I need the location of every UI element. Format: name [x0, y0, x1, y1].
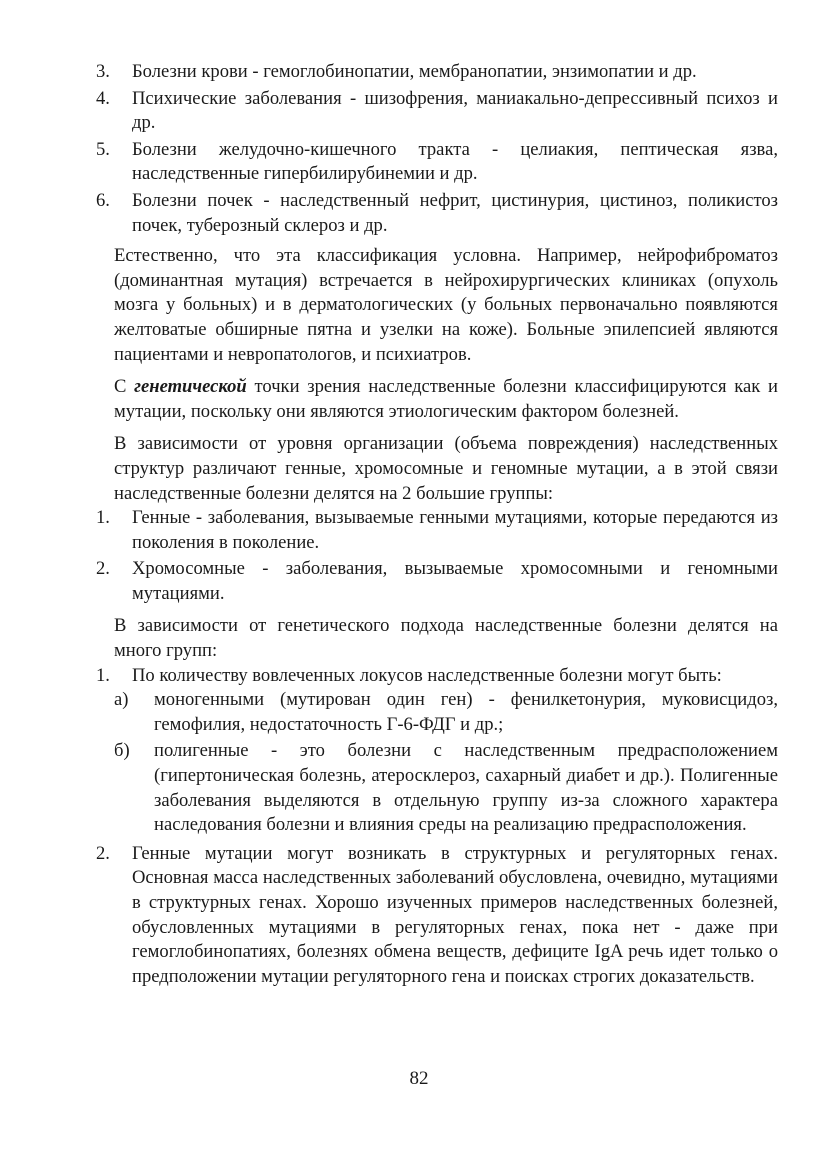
- list-text: Генные - заболевания, вызываемые генными мутациями, которые передаются из поколения в поколение.: [132, 507, 778, 553]
- page-number: 82: [409, 1068, 429, 1089]
- emphasis-genetic: генетической: [134, 376, 247, 398]
- list-number: 2.: [96, 842, 110, 864]
- page-body: [96, 60, 778, 989]
- sub-list-marker: б): [114, 740, 130, 762]
- paragraph-genetic-end: точки зрения наследственные болезни классифицируются как и мутации, поскольку они являются этиологическим фактором болезней.: [114, 376, 778, 422]
- list-item: [96, 557, 778, 606]
- list-item: [96, 664, 778, 838]
- paragraph-mutation-levels: В зависимости от уровня организации (объема повреждения) наследственных структур различают генные, хромосомные и геномные мутации, а в этой связи наследственные болезни делятся на 2 большие группы:: [114, 433, 778, 504]
- list-text: Психические заболевания - шизофрения, маниакально-депрессивный психоз и др.: [132, 87, 778, 134]
- list-item: [96, 87, 778, 136]
- list-text: По количеству вовлеченных локусов наследственные болезни могут быть:: [132, 664, 722, 686]
- list-number: 2.: [96, 558, 110, 580]
- list-number: 4.: [96, 87, 110, 109]
- list-text: Генные мутации могут возникать в структурных и регуляторных генах. Основная масса наследственных заболеваний обусловлена, очевидно, мутациями в структурных генах. Хорошо изученных примеров наследственных болезней, обусловленных мутациями в регуляторных генах, пока нет - даже при гемоглобинопатиях, болезнях обмена веществ, дефиците IgA речь идет только о предположении мутации регуляторного гена и поисках строгих доказательств.: [132, 842, 778, 987]
- sub-list-text: моногенными (мутирован один ген) - фенилкетонурия, муковисцидоз, гемофилия, недостаточность Г-6-ФДГ и др.;: [154, 689, 778, 735]
- list-text: Болезни почек - наследственный нефрит, цистинурия, цистиноз, поликистоз почек, туберозный склероз и др.: [132, 189, 778, 236]
- list-item: [96, 60, 778, 85]
- list-text: Болезни крови - гемоглобинопатии, мембранопатии, энзимопатии и др.: [132, 61, 697, 82]
- disease-list: [96, 60, 778, 238]
- list-number: 6.: [96, 189, 110, 211]
- paragraph-genetic-approach: В зависимости от генетического подхода наследственные болезни делятся на много групп:: [114, 615, 778, 662]
- sub-list-item: [114, 688, 778, 737]
- genetic-approach-list: [96, 664, 778, 990]
- sub-list-text: полигенные - это болезни с наследственным предрасположением (гипертоническая болезнь, атеросклероз, сахарный диабет и др.). Полигенные заболевания выделяются в отдельную группу из-за сложного характера наследования болезни и влияния среды на реализацию предрасположения.: [154, 740, 778, 836]
- list-text: Болезни желудочно-кишечного тракта - целиакия, пептическая язва, наследственные гипербилирубинемии и др.: [132, 138, 778, 185]
- sub-list-marker: а): [114, 689, 129, 711]
- list-number: 3.: [96, 61, 110, 82]
- mutation-groups-list: [96, 506, 778, 606]
- list-number: 5.: [96, 138, 110, 160]
- list-number: 1.: [96, 507, 110, 529]
- list-item: [96, 842, 778, 990]
- list-item-body: [114, 664, 778, 838]
- paragraph-classification: Естественно, что эта классификация условна. Например, нейрофиброматоз (доминантная мутация) встречается в нейрохирургических клиниках (опухоль мозга у больных) и в дерматологических (у больных первоначально появляются желтоватые обширные пятна и узелки на коже). Больные эпилепсией являются пациентами и невропатологов, и психиатров.: [114, 245, 778, 365]
- paragraph-genetic: [114, 375, 778, 424]
- list-number: 1.: [96, 664, 110, 686]
- sub-list-item: [114, 739, 778, 837]
- list-text: Хромосомные - заболевания, вызываемые хромосомными и геномными мутациями.: [132, 558, 778, 604]
- list-item: [96, 189, 778, 238]
- list-item: [96, 138, 778, 187]
- paragraph-genetic-start: С: [114, 376, 135, 398]
- list-item: [96, 506, 778, 555]
